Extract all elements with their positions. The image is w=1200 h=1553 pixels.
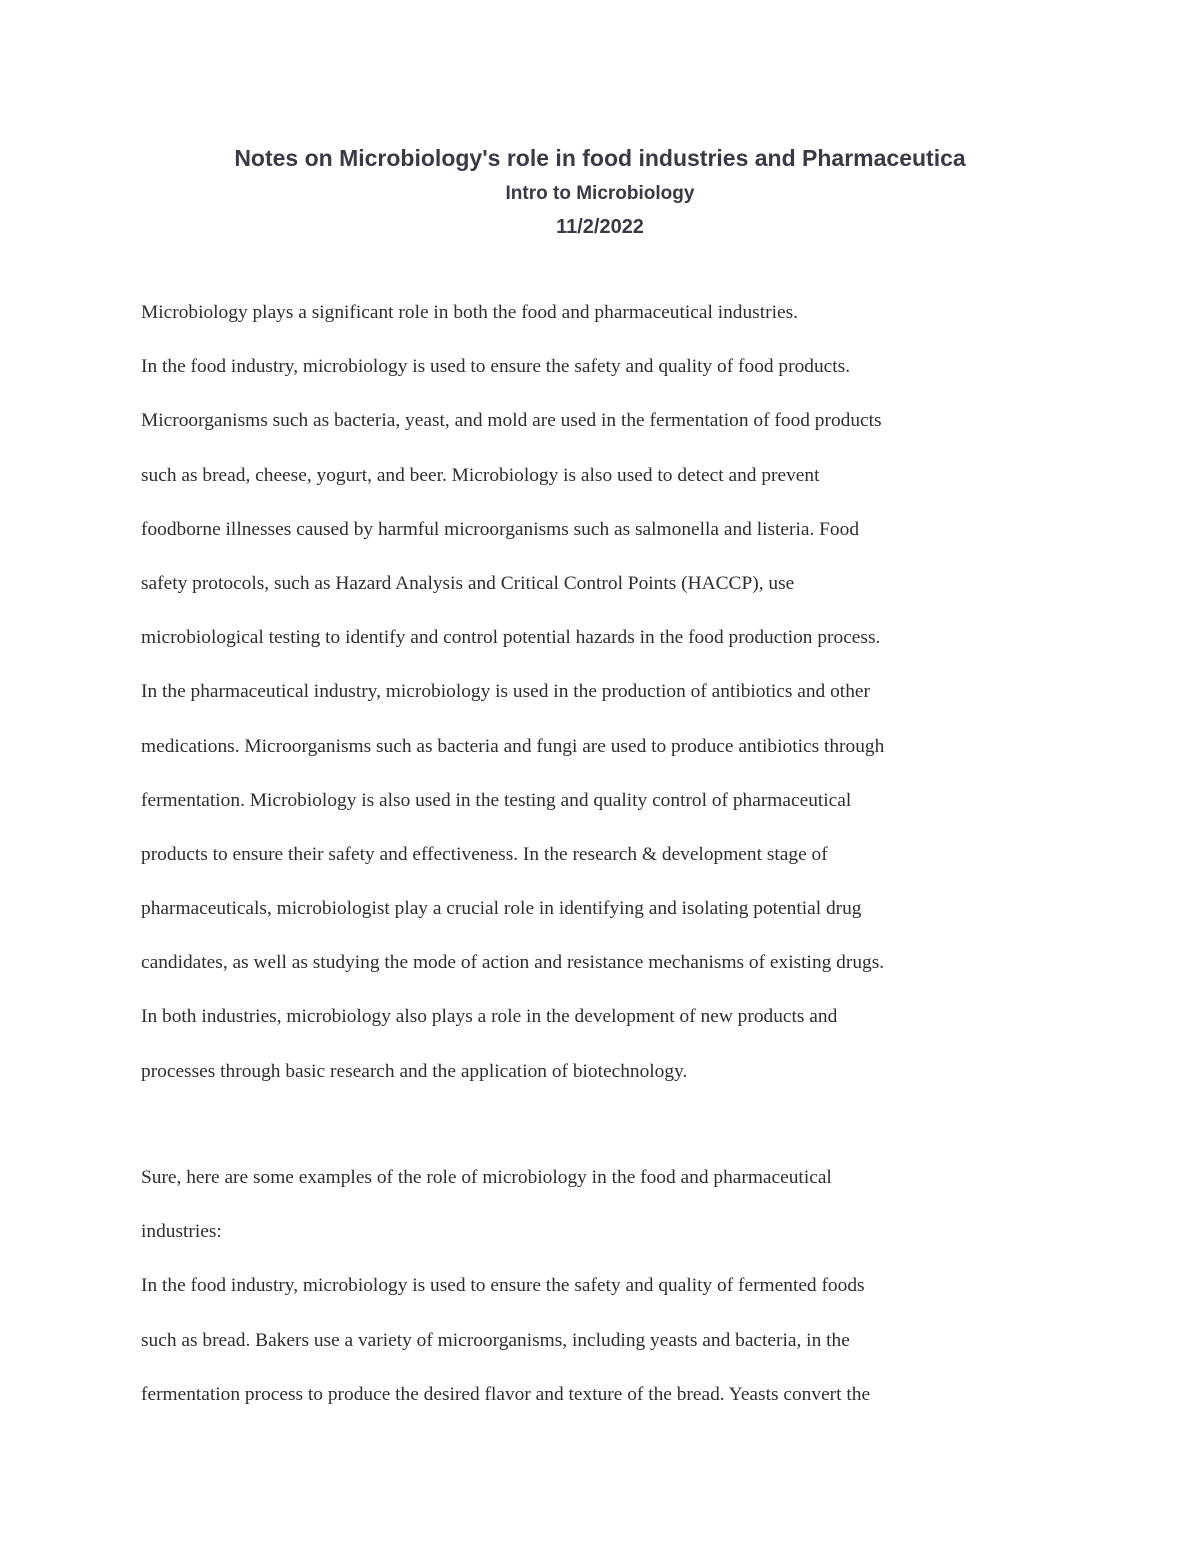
text-line: safety protocols, such as Hazard Analysis and Critical Control Points (HACCP), use	[141, 572, 795, 594]
text-line: products to ensure their safety and effectiveness. In the research & development stage of	[141, 843, 828, 865]
paragraph-overview	[141, 286, 1061, 1099]
text-line: microbiological testing to identify and control potential hazards in the food production process.	[141, 627, 881, 649]
text-line: medications. Microorganisms such as bacteria and fungi are used to produce antibiotics through	[141, 735, 885, 757]
text-line: In the pharmaceutical industry, microbiology is used in the production of antibiotics and other	[141, 681, 870, 703]
text-line: Sure, here are some examples of the role of microbiology in the food and pharmaceutical	[141, 1167, 832, 1188]
text-line: In the food industry, microbiology is used to ensure the safety and quality of fermented foods	[141, 1275, 865, 1297]
text-line: industries:	[141, 1221, 222, 1243]
document-date: 11/2/2022	[556, 216, 644, 238]
document-subtitle: Intro to Microbiology	[505, 183, 695, 204]
text-line: such as bread. Bakers use a variety of microorganisms, including yeasts and bacteria, in the	[141, 1329, 850, 1351]
text-line: processes through basic research and the application of biotechnology.	[141, 1060, 688, 1082]
text-line: fermentation. Microbiology is also used in the testing and quality control of pharmaceutical	[141, 789, 852, 811]
text-line: Microbiology plays a significant role in both the food and pharmaceutical industries.	[141, 302, 798, 323]
text-line: candidates, as well as studying the mode of action and resistance mechanisms of existing drugs.	[141, 952, 885, 974]
text-line: such as bread, cheese, yogurt, and beer. Microbiology is also used to detect and prevent	[141, 464, 820, 486]
text-line: pharmaceuticals, microbiologist play a crucial role in identifying and isolating potential drug	[141, 898, 862, 920]
text-line: foodborne illnesses caused by harmful microorganisms such as salmonella and listeria. Food	[141, 518, 860, 540]
paragraph-examples	[141, 1151, 1061, 1422]
text-line: In the food industry, microbiology is used to ensure the safety and quality of food products.	[141, 356, 851, 378]
text-line: fermentation process to produce the desired flavor and texture of the bread. Yeasts convert the	[141, 1383, 871, 1405]
document-title: Notes on Microbiology's role in food industries and Pharmaceutica	[234, 145, 966, 171]
text-line: Microorganisms such as bacteria, yeast, and mold are used in the fermentation of food products	[141, 410, 882, 432]
text-line: In both industries, microbiology also plays a role in the development of new products and	[141, 1006, 838, 1028]
